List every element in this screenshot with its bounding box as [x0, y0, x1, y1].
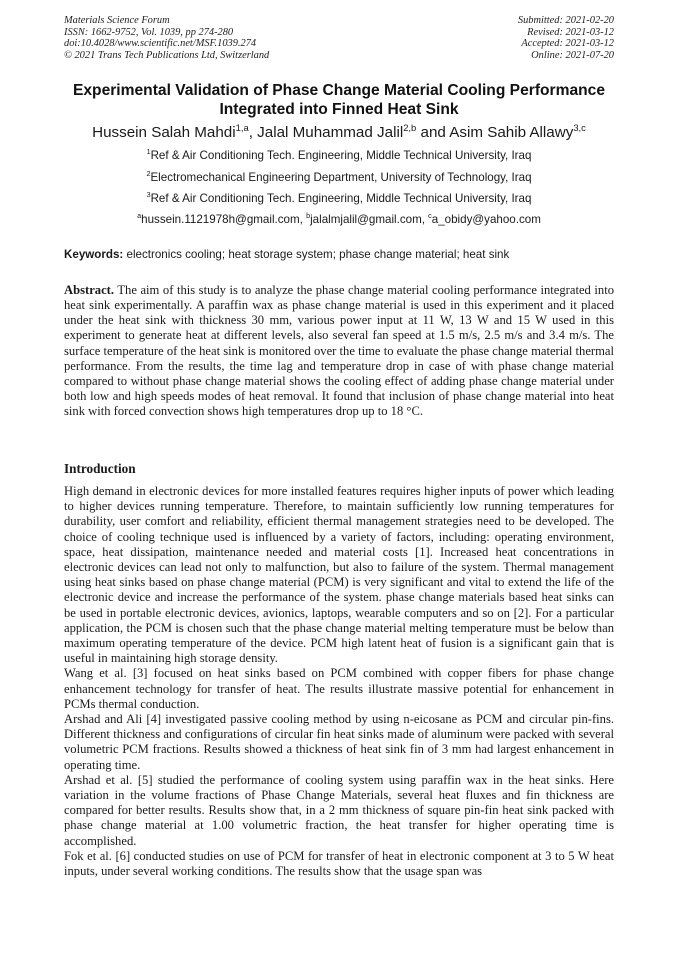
paragraph: Fok et al. [6] conducted studies on use of PCM for transfer of heat in electronic component at 3 to 5 W heat inputs, under several working conditions. The results show that the usage span was [64, 848, 614, 879]
journal-header-right [518, 15, 614, 61]
author-2: Jalal Muhammad Jalil [257, 124, 404, 141]
accepted-date: Accepted: 2021-03-12 [521, 38, 614, 50]
email-b-marker: b [306, 211, 311, 221]
abstract-text: The aim of this study is to analyze the phase change material cooling performance integrated into heat sink experimentally. A paraffin wax as phase change material is used in this experiment and it placed under the heat sink with thickness 30 mm, various power input at 11 W, 13 W and 15 W used in this experiment to generate heat at different levels, also several fan speed at 1.5 m/s, 2.5 m/s and 3.4 m/s. The surface temperature of the heat sink is monitored over the time to evaluate the phase change material thermal performance. From the results, the time lag and temperature drop in case of with phase change material compared to without phase change material shows the cooling effect of adding phase change material under both low and high speeds modes of heat removal. It found that inclusion of phase change material into heat sink with forced convection shows high temperatures drop up to 18 °C. [64, 283, 614, 419]
author-2-affil: 2,b [403, 121, 417, 133]
abstract [64, 283, 614, 419]
author-separator: and [416, 124, 450, 141]
issn-line: ISSN: 1662-9752, Vol. 1039, pp 274-280 [64, 26, 234, 38]
email-c-marker: c [428, 211, 432, 221]
submitted-date: Submitted: 2021-02-20 [517, 15, 614, 26]
paragraph: High demand in electronic devices for more installed features requires higher inputs of power which leading to higher devices running temperature. Therefore, to maintain sufficiently low running temperatures for durability, user comfort and reliability, efficient thermal management strategies need to be developed. The choice of cooling technique used is influenced by a variety of factors, including: operating environment, space, heat dissipation, maintenance needed and material costs [1]. Increased heat concentrations in electronic devices can lead not only to malfunction, but also to failure of the system. Thermal management using heat sinks based on phase change material (PCM) is very significant and vital to extend the life of the electronic device and increase the performance of the system. phase change materials based heat sinks can be used in portable electronic devices, avionics, laptops, wearable computers and so on [2]. For a particular application, the PCM is chosen such that the phase change material melting temperature must be below than maximum operating temperature of the device. PCM high latent heat of fusion is a significant gain that is useful in maintaining high storage density. [64, 484, 614, 666]
author-separator: , [248, 124, 258, 141]
affiliation-2 [20, 171, 658, 185]
affiliation-2-marker: 2 [146, 169, 151, 179]
online-date: Online: 2021-07-20 [531, 49, 614, 61]
abstract-label: Abstract. [64, 283, 115, 297]
affiliation-1-marker: 1 [146, 147, 151, 157]
introduction-body [64, 484, 614, 879]
affiliation-2-text: Electromechanical Engineering Department, University of Technology, Iraq [150, 171, 532, 184]
affiliation-3-text: Ref & Air Conditioning Tech. Engineering, Middle Technical University, Iraq [150, 192, 532, 205]
affiliation-1 [20, 149, 658, 163]
email-a-marker: a [137, 211, 142, 221]
journal-header-left [64, 15, 269, 61]
introduction-heading: Introduction [64, 461, 136, 476]
email-b: jalalmjalil@gmail.com, [310, 213, 429, 226]
author-1-affil: 1,a [235, 121, 249, 133]
affiliation-1-text: Ref & Air Conditioning Tech. Engineering, Middle Technical University, Iraq [150, 149, 532, 162]
affiliation-3 [20, 192, 658, 206]
author-3-affil: 3,c [573, 121, 586, 133]
keywords-label: Keywords: [64, 248, 124, 261]
author-emails [20, 213, 658, 227]
paragraph: Wang et al. [3] focused on heat sinks based on PCM combined with copper fibers for phase change enhancement technology for transfer of heat. The results illustrate massive potential for enhancement in PCMs thermal conduction. [64, 666, 614, 711]
title-line-1: Experimental Validation of Phase Change Material Cooling Performance [72, 82, 606, 99]
author-1: Hussein Salah Mahdi [92, 124, 236, 141]
email-a: hussein.1121978h@gmail.com, [141, 213, 307, 226]
author-3: Asim Sahib Allawy [449, 124, 574, 141]
paper-title [40, 82, 638, 119]
paragraph: Arshad and Ali [4] investigated passive cooling method by using n-eicosane as PCM and circular pin-fins. Different thickness and configurations of circular fin heat sinks made of aluminum were packed with several volumetric PCM fractions. Results showed a thickness of heat sink fin of 3 mm had largest enhancement in operating time. [64, 712, 614, 772]
keywords [64, 248, 614, 262]
email-c: a_obidy@yahoo.com [431, 213, 541, 226]
copyright-line: © 2021 Trans Tech Publications Ltd, Switzerland [64, 49, 270, 61]
paragraph: Arshad et al. [5] studied the performance of cooling system using paraffin wax in the heat sinks. Here variation in the volume fractions of Phase Change Materials, several heat fluxes and fin thickness are compared for better results. Results show that, in a 2 mm thickness of square pin-fin heat sink packed with phase change material at 1.00 volumetric fraction, the heat transfer for higher operating time is accomplished. [64, 772, 614, 848]
doi-line: doi:10.4028/www.scientific.net/MSF.1039.274 [64, 38, 257, 50]
revised-date: Revised: 2021-03-12 [527, 26, 614, 38]
title-line-2: Integrated into Finned Heat Sink [219, 100, 459, 118]
affiliation-3-marker: 3 [146, 190, 151, 200]
author-list [20, 123, 658, 143]
journal-name: Materials Science Forum [64, 15, 170, 26]
keywords-text: electronics cooling; heat storage system; phase change material; heat sink [123, 248, 510, 261]
